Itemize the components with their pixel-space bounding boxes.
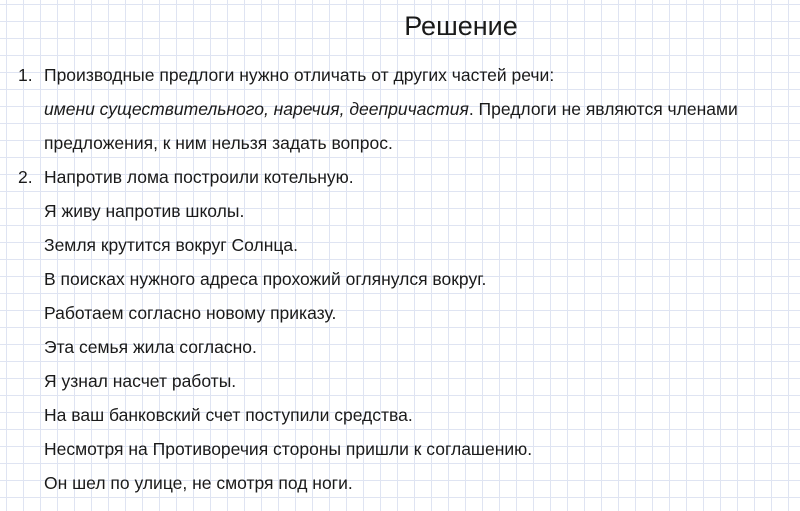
sentence: Земля крутится вокруг Солнца. (44, 235, 299, 255)
item-2-line-1 (18, 160, 793, 194)
item-1-italic-text: имени существительного, наречия, деепричастия (44, 99, 469, 119)
sentence: Я узнал насчет работы. (44, 371, 237, 391)
item-1-number: 1. (18, 65, 33, 85)
item-1-text: Производные предлоги нужно отличать от других частей речи: (44, 65, 555, 85)
sentence: Он шел по улице, не смотря под ноги. (44, 473, 353, 493)
sentence: Несмотря на Противоречия стороны пришли к соглашению. (44, 439, 533, 459)
sentence: Я живу напротив школы. (44, 201, 245, 221)
sentence: В поисках нужного адреса прохожий оглянулся вокруг. (44, 269, 487, 289)
item-1-text-continued: . Предлоги не являются членами (468, 99, 738, 119)
sentence: Эта семья жила согласно. (44, 337, 257, 357)
page-title: Решение (404, 11, 518, 41)
sentence: Работаем согласно новому приказу. (44, 303, 337, 323)
solution-content (18, 58, 793, 500)
item-1-line-3: предложения, к ним нельзя задать вопрос. (44, 133, 393, 153)
sentence: На ваш банковский счет поступили средства. (44, 405, 413, 425)
sentence: Напротив лома построили котельную. (44, 167, 354, 187)
item-1-line-2 (18, 92, 793, 126)
item-1-line-1 (18, 58, 793, 92)
item-2-number: 2. (18, 167, 33, 187)
